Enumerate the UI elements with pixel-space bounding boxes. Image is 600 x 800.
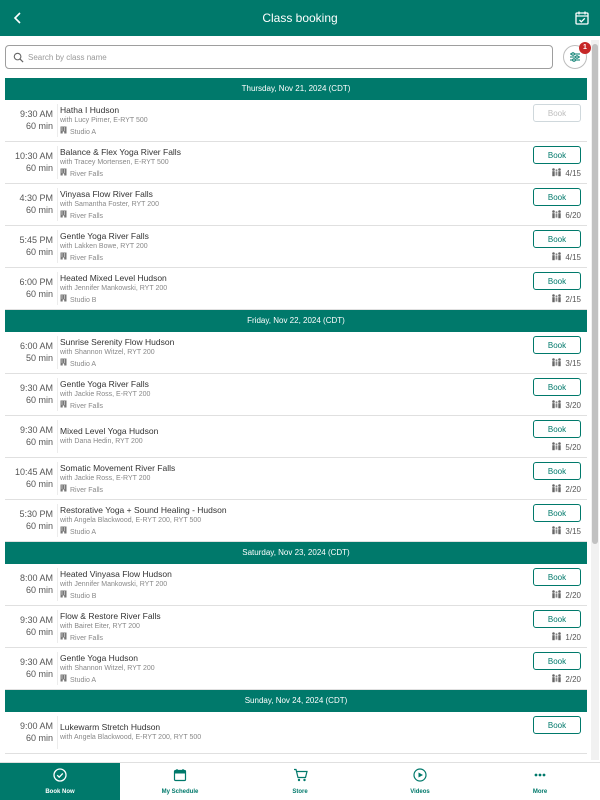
- class-row[interactable]: [5, 142, 587, 184]
- class-name: Gentle Yoga River Falls: [60, 231, 149, 241]
- building-icon: [60, 590, 67, 602]
- class-row[interactable]: [5, 712, 587, 754]
- people-icon: [551, 590, 562, 601]
- nav-label: My Schedule: [161, 789, 199, 795]
- class-time: [5, 508, 53, 532]
- location: [60, 484, 517, 496]
- class-time: [5, 234, 53, 258]
- class-time: [5, 656, 53, 680]
- class-info: [60, 611, 517, 644]
- class-row[interactable]: [5, 458, 587, 500]
- class-time: [5, 276, 53, 300]
- people-icon: [551, 674, 562, 685]
- book-button[interactable]: Book: [533, 610, 581, 628]
- row-divider: [57, 462, 58, 495]
- building-icon: [60, 252, 67, 264]
- duration: 60 min: [25, 289, 53, 299]
- start-time: 5:45 PM: [19, 235, 53, 245]
- book-button[interactable]: Book: [533, 336, 581, 354]
- capacity: [551, 674, 581, 685]
- location-name: Studio A: [70, 528, 97, 536]
- class-row[interactable]: [5, 268, 587, 310]
- page-title: Class booking: [262, 11, 338, 25]
- class-list: [5, 78, 587, 762]
- class-name: Restorative Yoga + Sound Healing - Hudson: [60, 505, 227, 515]
- start-time: 9:30 AM: [19, 425, 53, 435]
- location: [60, 252, 517, 264]
- day-header: Thursday, Nov 21, 2024 (CDT): [5, 78, 587, 100]
- row-divider: [57, 420, 58, 453]
- row-divider: [57, 568, 58, 601]
- duration: 60 min: [25, 479, 53, 489]
- bottom-nav: [0, 762, 600, 800]
- capacity: [551, 210, 581, 221]
- nav-item-my-schedule[interactable]: [120, 763, 240, 800]
- row-divider: [57, 272, 58, 305]
- book-button[interactable]: Book: [533, 272, 581, 290]
- start-time: 10:30 AM: [14, 151, 53, 161]
- teacher-name: with Jackie Ross, E-RYT 200: [60, 391, 151, 398]
- class-name: Heated Vinyasa Flow Hudson: [60, 569, 172, 579]
- filter-button[interactable]: [563, 45, 587, 69]
- class-name: Somatic Movement River Falls: [60, 463, 176, 473]
- row-divider: [57, 230, 58, 263]
- duration: 60 min: [25, 163, 53, 173]
- class-info: [60, 105, 517, 138]
- calendar-check-icon[interactable]: [570, 6, 594, 30]
- teacher-name: with Bairet Eiter, RYT 200: [60, 623, 140, 630]
- teacher-name: with Lucy Pirner, E-RYT 500: [60, 117, 148, 124]
- building-icon: [60, 632, 67, 644]
- people-icon: [551, 526, 562, 537]
- class-row[interactable]: [5, 100, 587, 142]
- teacher-name: with Jackie Ross, E-RYT 200: [60, 475, 151, 482]
- duration: 60 min: [25, 521, 53, 531]
- class-info: [60, 337, 517, 370]
- capacity-count: 2/20: [565, 485, 581, 494]
- row-divider: [57, 336, 58, 369]
- scrollbar[interactable]: [591, 40, 599, 760]
- filter-count-badge: 1: [579, 42, 591, 54]
- start-time: 9:30 AM: [19, 109, 53, 119]
- location: [60, 126, 517, 138]
- class-name: Balance & Flex Yoga River Falls: [60, 147, 181, 157]
- teacher-name: with Tracey Mortensen, E-RYT 500: [60, 159, 169, 166]
- row-divider: [57, 378, 58, 411]
- location-name: River Falls: [70, 170, 104, 178]
- nav-item-more[interactable]: [480, 763, 600, 800]
- duration: 60 min: [25, 733, 53, 743]
- class-info: [60, 653, 517, 686]
- class-info: [60, 189, 517, 222]
- people-icon: [551, 168, 562, 179]
- class-row[interactable]: [5, 332, 587, 374]
- people-icon: [551, 358, 562, 369]
- duration: 60 min: [25, 121, 53, 131]
- duration: 60 min: [25, 627, 53, 637]
- start-time: 6:00 AM: [19, 341, 53, 351]
- capacity-count: 5/20: [565, 443, 581, 452]
- class-time: [5, 150, 53, 174]
- duration: 60 min: [25, 395, 53, 405]
- calendar-icon: [173, 768, 187, 787]
- class-row[interactable]: [5, 500, 587, 542]
- nav-item-store[interactable]: [240, 763, 360, 800]
- start-time: 5:30 PM: [19, 509, 53, 519]
- nav-label: Videos: [410, 789, 430, 795]
- class-info: [60, 231, 517, 264]
- capacity-count: 1/20: [565, 633, 581, 642]
- building-icon: [60, 358, 67, 370]
- class-time: [5, 382, 53, 406]
- class-name: Flow & Restore River Falls: [60, 611, 161, 621]
- teacher-name: with Shannon Witzel, RYT 200: [60, 349, 155, 356]
- start-time: 8:00 AM: [19, 573, 53, 583]
- building-icon: [60, 294, 67, 306]
- capacity: [551, 168, 581, 179]
- capacity: [551, 252, 581, 263]
- people-icon: [551, 294, 562, 305]
- class-time: [5, 424, 53, 448]
- start-time: 9:30 AM: [19, 615, 53, 625]
- people-icon: [551, 252, 562, 263]
- location-name: Studio A: [70, 676, 97, 684]
- check-circle-icon: [53, 768, 67, 787]
- class-time: [5, 108, 53, 132]
- class-row[interactable]: [5, 416, 587, 458]
- start-time: 10:45 AM: [14, 467, 53, 477]
- row-divider: [57, 146, 58, 179]
- start-time: 9:00 AM: [19, 721, 53, 731]
- location-name: Studio A: [70, 128, 97, 136]
- location: [60, 674, 517, 686]
- class-row[interactable]: [5, 606, 587, 648]
- teacher-name: with Samantha Foster, RYT 200: [60, 201, 159, 208]
- row-divider: [57, 104, 58, 137]
- cart-icon: [293, 768, 308, 787]
- row-divider: [57, 716, 58, 749]
- capacity: [551, 358, 581, 369]
- location-name: Studio B: [70, 296, 97, 304]
- teacher-name: with Dana Hedin, RYT 200: [60, 438, 143, 445]
- class-name: Gentle Yoga Hudson: [60, 653, 138, 663]
- building-icon: [60, 400, 67, 412]
- duration: 60 min: [25, 669, 53, 679]
- location: [60, 294, 517, 306]
- location: [60, 400, 517, 412]
- class-info: [60, 379, 517, 412]
- class-name: Vinyasa Flow River Falls: [60, 189, 153, 199]
- play-circle-icon: [413, 768, 427, 787]
- people-icon: [551, 442, 562, 453]
- building-icon: [60, 484, 67, 496]
- class-name: Sunrise Serenity Flow Hudson: [60, 337, 175, 347]
- class-row[interactable]: [5, 374, 587, 416]
- nav-label: More: [532, 789, 548, 795]
- location-name: Studio B: [70, 592, 97, 600]
- class-name: Lukewarm Stretch Hudson: [60, 722, 161, 732]
- capacity: [551, 294, 581, 305]
- top-bar: [0, 0, 600, 36]
- day-header: Saturday, Nov 23, 2024 (CDT): [5, 542, 587, 564]
- duration: 60 min: [25, 437, 53, 447]
- class-info: [60, 426, 517, 447]
- building-icon: [60, 674, 67, 686]
- start-time: 9:30 AM: [19, 383, 53, 393]
- search-box: [5, 45, 553, 69]
- capacity-count: 3/15: [565, 527, 581, 536]
- capacity: [551, 442, 581, 453]
- class-info: [60, 147, 517, 180]
- teacher-name: with Lakken Bowe, RYT 200: [60, 243, 148, 250]
- capacity-count: 4/15: [565, 253, 581, 262]
- duration: 60 min: [25, 585, 53, 595]
- book-button[interactable]: Book: [533, 230, 581, 248]
- class-time: [5, 466, 53, 490]
- book-button[interactable]: Book: [533, 146, 581, 164]
- class-time: [5, 572, 53, 596]
- building-icon: [60, 126, 67, 138]
- row-divider: [57, 610, 58, 643]
- start-time: 9:30 AM: [19, 657, 53, 667]
- capacity-count: 2/15: [565, 295, 581, 304]
- search-input[interactable]: [28, 47, 552, 67]
- capacity: [551, 632, 581, 643]
- class-time: [5, 340, 53, 364]
- location-name: Studio A: [70, 360, 97, 368]
- book-button[interactable]: Book: [533, 104, 581, 122]
- location-name: River Falls: [70, 486, 104, 494]
- day-header: Sunday, Nov 24, 2024 (CDT): [5, 690, 587, 712]
- book-button[interactable]: Book: [533, 420, 581, 438]
- people-icon: [551, 484, 562, 495]
- teacher-name: with Jennifer Mankowski, RYT 200: [60, 285, 168, 292]
- day-header: Friday, Nov 22, 2024 (CDT): [5, 310, 587, 332]
- class-info: [60, 463, 517, 496]
- location-name: River Falls: [70, 254, 104, 262]
- teacher-name: with Shannon Witzel, RYT 200: [60, 665, 155, 672]
- building-icon: [60, 168, 67, 180]
- capacity-count: 2/20: [565, 591, 581, 600]
- location-name: River Falls: [70, 402, 104, 410]
- class-name: Hatha I Hudson: [60, 105, 120, 115]
- location: [60, 210, 517, 222]
- capacity: [551, 526, 581, 537]
- teacher-name: with Angela Blackwood, E-RYT 200, RYT 500: [60, 517, 202, 524]
- class-row[interactable]: [5, 184, 587, 226]
- location: [60, 168, 517, 180]
- more-dots-icon: [533, 768, 547, 787]
- class-row[interactable]: [5, 648, 587, 690]
- start-time: 4:30 PM: [19, 193, 53, 203]
- duration: 60 min: [25, 247, 53, 257]
- book-button[interactable]: Book: [533, 462, 581, 480]
- class-name: Mixed Level Yoga Hudson: [60, 426, 159, 436]
- scrollbar-thumb[interactable]: [592, 44, 598, 544]
- row-divider: [57, 652, 58, 685]
- location-name: River Falls: [70, 212, 104, 220]
- class-info: [60, 722, 517, 743]
- row-divider: [57, 188, 58, 221]
- building-icon: [60, 526, 67, 538]
- capacity-count: 6/20: [565, 211, 581, 220]
- class-info: [60, 273, 517, 306]
- search-icon: [8, 46, 28, 68]
- capacity-count: 3/20: [565, 401, 581, 410]
- capacity-count: 3/15: [565, 359, 581, 368]
- building-icon: [60, 210, 67, 222]
- book-button[interactable]: Book: [533, 652, 581, 670]
- class-row[interactable]: [5, 564, 587, 606]
- class-info: [60, 505, 517, 538]
- nav-item-videos[interactable]: [360, 763, 480, 800]
- book-button[interactable]: Book: [533, 568, 581, 586]
- location-name: River Falls: [70, 634, 104, 642]
- capacity-count: 2/20: [565, 675, 581, 684]
- class-info: [60, 569, 517, 602]
- class-row[interactable]: [5, 226, 587, 268]
- duration: 50 min: [25, 353, 53, 363]
- capacity: [551, 484, 581, 495]
- row-divider: [57, 504, 58, 537]
- book-button[interactable]: Book: [533, 188, 581, 206]
- sliders-icon: [569, 51, 581, 63]
- capacity-count: 4/15: [565, 169, 581, 178]
- nav-label: Store: [292, 789, 308, 795]
- people-icon: [551, 400, 562, 411]
- class-time: [5, 720, 53, 744]
- book-button[interactable]: Book: [533, 504, 581, 522]
- teacher-name: with Angela Blackwood, E-RYT 200, RYT 500: [60, 734, 202, 741]
- location: [60, 632, 517, 644]
- class-name: Heated Mixed Level Hudson: [60, 273, 167, 283]
- people-icon: [551, 210, 562, 221]
- nav-label: Book Now: [45, 789, 75, 795]
- duration: 60 min: [25, 205, 53, 215]
- capacity: [551, 400, 581, 411]
- capacity: [551, 590, 581, 601]
- class-time: [5, 614, 53, 638]
- location: [60, 526, 517, 538]
- nav-item-book-now[interactable]: [0, 763, 120, 800]
- class-time: [5, 192, 53, 216]
- location: [60, 590, 517, 602]
- class-name: Gentle Yoga River Falls: [60, 379, 149, 389]
- book-button[interactable]: Book: [533, 716, 581, 734]
- location: [60, 358, 517, 370]
- teacher-name: with Jennifer Mankowski, RYT 200: [60, 581, 168, 588]
- people-icon: [551, 632, 562, 643]
- start-time: 6:00 PM: [19, 277, 53, 287]
- book-button[interactable]: Book: [533, 378, 581, 396]
